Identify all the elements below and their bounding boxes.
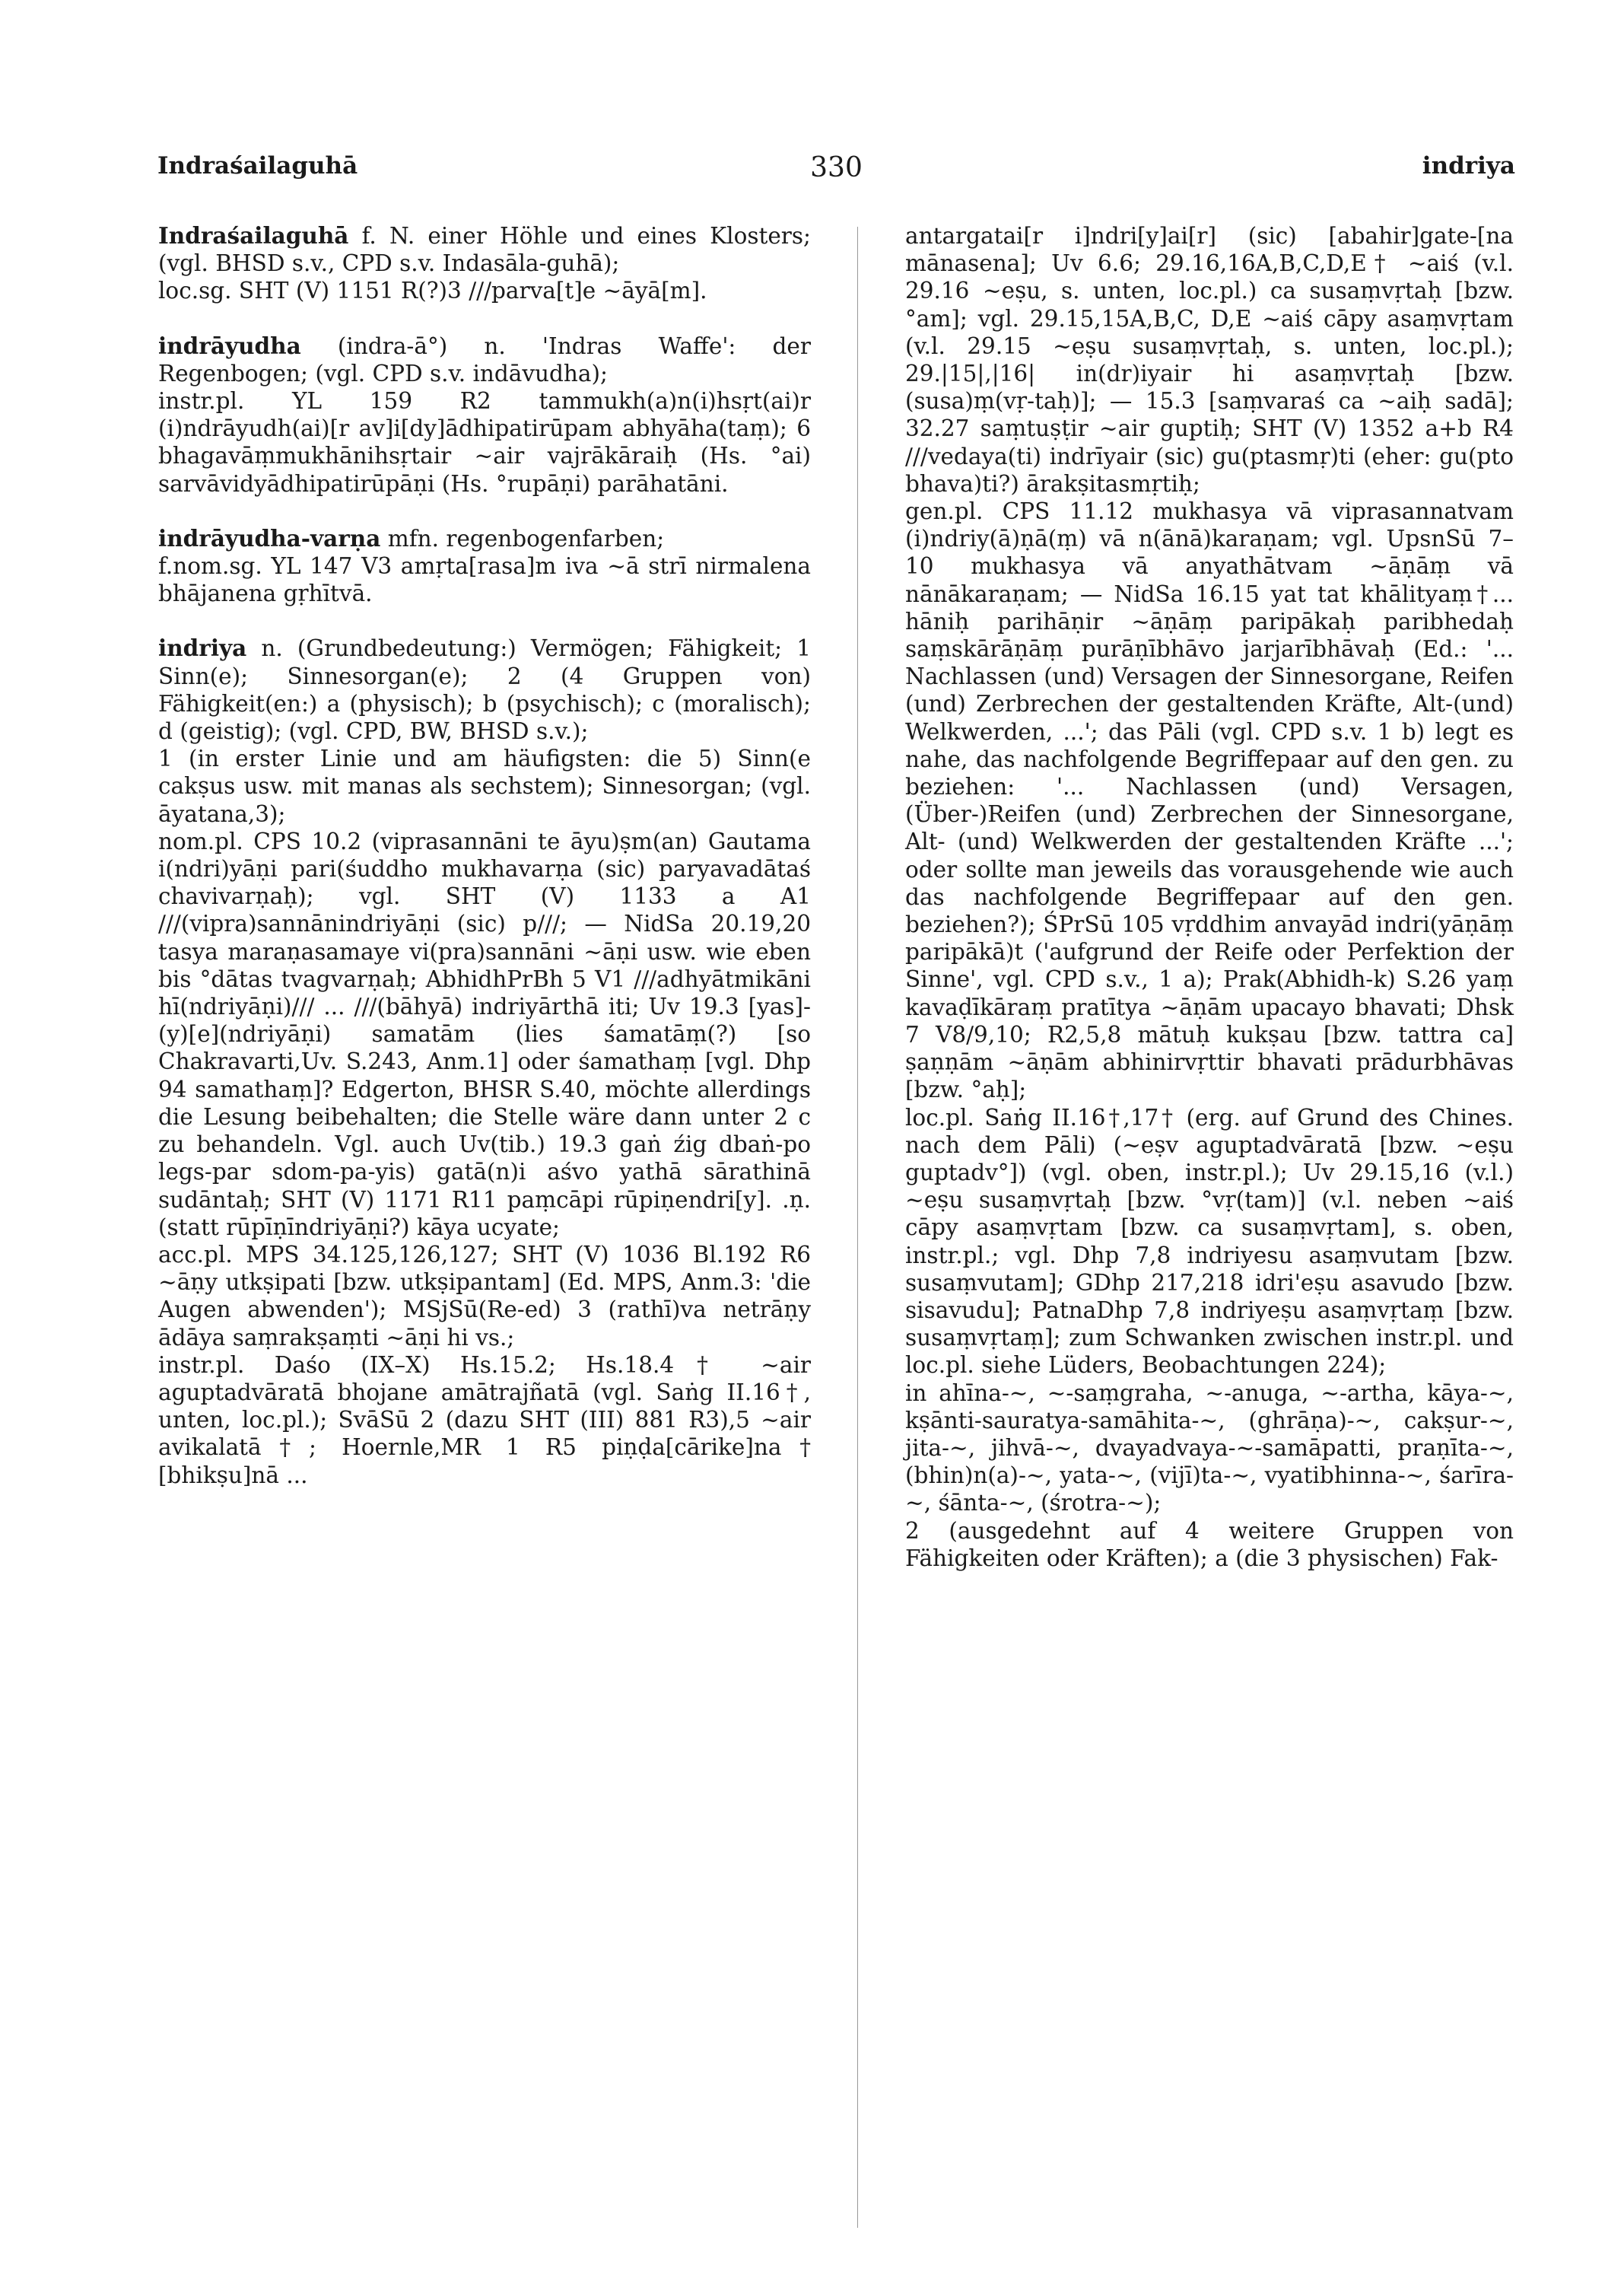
entry-indrasailaguha [158,222,811,305]
entry-body: (indra-ā°) n. 'Indras Waffe': der Regenbogen; (vgl. CPD s.v. indāvudha); instr.pl. YL 159 R2 tammukh(a)n(i)hsṛt(ai)r (i)ndrāyudh(ai)[r av]i[dy]ādhipatirūpam abhyāha(taṃ); 6 bhagavāṃmukhānihsṛtair ~air vajrākāraiḥ (Hs. °ai) sarvāvidyādhipatirūpāṇi (Hs. °rupāṇi) parāhatāni. [158,332,811,497]
left-column [158,222,811,1489]
entry-continuation: antargatai[r i]ndri[y]ai[r] (sic) [abahir]gate-[na mānasena]; Uv 6.6; 29.16,16A,B,C,D,E† ~aiś (v.l. 29.16 ~eṣu, s. unten, loc.pl.) ca susaṃvṛtaḥ [bzw. °am]; vgl. 29.15,15A,B,C, D,E ~aiś cāpy asaṃvṛtam (v.l. 29.15 ~eṣu susaṃvṛtaḥ, s. unten, loc.pl.); 29.|15|,|16| in(dr)iyair hi asaṃvṛtaḥ [bzw. (susa)ṃ(vṛ-taḥ)]; — 15.3 [saṃvaraś ca ~aiḥ sadā]; 32.27 saṃtuṣṭir ~air guptiḥ; SHT (V) 1352 a+b R4 ///vedaya(ti) indrīyair (sic) gu(ptasmṛ)ti (eher: gu(pto bhava)ti?) ārakṣitasmṛtiḥ; gen.pl. CPS 11.12 mukhasya vā viprasannatvam (i)ndriy(ā)ṇā(ṃ) vā n(ānā)karaṇam; vgl. UpsnSū 7–10 mukhasya vā anyathātvam ~āṇāṃ vā nānākaraṇam; — NidSa 16.15 yat tat khālityaṃ†... hāniḥ parihāṇir ~āṇāṃ paripākaḥ paribhedaḥ saṃskārāṇāṃ purāṇībhāvo jarjarībhāvaḥ (Ed.: '... Nachlassen (und) Versagen der Sinnesorgane, Reifen (und) Zerbrechen der gestaltenden Kräfte, Alt-(und) Welkwerden, ...'; das Pāli (vgl. CPD s.v. 1 b) legt es nahe, das nachfolgende Begriffepaar auf den gen. zu beziehen: '... Nachlassen (und) Versagen, (Über-)Reifen (und) Zerbrechen der Sinnesorgane, Alt- (und) Welkwerden der gestaltenden Kräfte ...'; oder sollte man jeweils das vorausgehende wie auch das nachfolgende Begriffepaar auf den gen. beziehen?); ŚPrSū 105 vṛddhim anvayād indri(yāṇāṃ paripākā)t ('aufgrund der Reife oder Perfektion der Sinne', vgl. CPD s.v., 1 a); Prak(Abhidh-k) S.26 yaṃ kavaḍīkāraṃ pratītya ~āṇām upacayo bhavati; Dhsk 7 V8/9,10; R2,5,8 mātuḥ kukṣau [bzw. tattra ca] ṣaṇṇām ~āṇām abhinirvṛttir bhavati prādurbhāvas [bzw. °aḥ]; loc.pl. Saṅg II.16†,17† (erg. auf Grund des Chines. nach dem Pāli) (~eṣv aguptadvāratā [bzw. ~eṣu guptadv°]) (vgl. oben, instr.pl.); Uv 29.15,16 (v.l.) ~eṣu susaṃvṛtaḥ [bzw. °vṛ(tam)] (v.l. neben ~aiś cāpy asaṃvṛtam [bzw. ca susaṃvṛtam], s. oben, instr.pl.; vgl. Dhp 7,8 indriyesu asaṃvutam [bzw. susaṃvutam]; GDhp 217,218 idri'eṣu asavudo [bzw. sisavudu]; PatnaDhp 7,8 indriyeṣu asaṃvṛtaṃ [bzw. susaṃvṛtaṃ]; zum Schwanken zwischen instr.pl. und loc.pl. siehe Lüders, Beobachtungen 224); in ahīna-~, ~-saṃgraha, ~-anuga, ~-artha, kāya-~, kṣānti-sauratya-samāhita-~, (ghrāṇa)-~, cakṣur-~, jita-~, jihvā-~, dvayadvaya-~-samāpatti, praṇīta-~, (bhin)n(a)-~, yata-~, (vijī)ta-~, vyatibhinna-~, śarīra-~, śānta-~, (śrotra-~); 2 (ausgedehnt auf 4 weitere Gruppen von Fähigkeiten oder Kräften); a (die 3 physischen) Fak- [905,223,1514,1571]
page-header [157,152,1515,198]
entry-text [158,635,811,1488]
right-column [905,222,1514,1572]
header-left-guideword: Indraśailaguhā [157,152,358,180]
entry-headword: indrāyudha [158,332,301,359]
entry-indrayudha-varna [158,525,811,608]
page-number: 330 [810,152,863,183]
entry-headword: indrāyudha-varṇa [158,524,381,552]
entry-text [158,332,811,498]
entry-body: n. (Grundbedeutung:) Vermögen; Fähigkeit; 1 Sinn(e); Sinnesorgan(e); 2 (4 Gruppen von) Fähigkeit(en:) a (physisch); b (psychisch); c (moralisch); d (geistig); (vgl. CPD, BW, BHSD s.v.); 1 (in erster Linie und am häufigsten: die 5) Sinn(e cakṣus usw. mit manas als sechstem); Sinnesorgan; (vgl. āyatana,3); nom.pl. CPS 10.2 (viprasannāni te āyu)ṣm(an) Gautama i(ndri)yāṇi pari(śuddho mukhavarṇa (sic) paryavadātaś chavivarṇaḥ); vgl. SHT (V) 1133 a A1 ///(vipra)sannānindriyāṇi (sic) p///; — NidSa 20.19,20 tasya maraṇasamaye vi(pra)sannāni ~āṇi usw. wie eben bis °dātas tvagvarṇaḥ; AbhidhPrBh 5 V1 ///adhyātmikāni hī(ndriyāṇi)/// ... ///(bāhyā) indriyārthā iti; Uv 19.3 [yas]-(y)[e](ndriyāṇi) samatām (lies śamatāṃ(?) [so Chakravarti,Uv. S.243, Anm.1] oder śamathaṃ [vgl. Dhp 94 samathaṃ]? Edgerton, BHSR S.40, möchte allerdings die Lesung beibehalten; die Stelle wäre dann unter 2 c zu behandeln. Vgl. auch Uv(tib.) 19.3 gaṅ źig dbaṅ-po legs-par sdom-pa-yis) gatā(n)i aśvo yathā sārathinā sudāntaḥ; SHT (V) 1171 R11 paṃcāpi rūpiṇendri[y]. .ṇ. (statt rūpīṇīndriyāṇi?) kāya ucyate; acc.pl. MPS 34.125,126,127; SHT (V) 1036 Bl.192 R6 ~āṇy utkṣipati [bzw. utkṣipantam] (Ed. MPS, Anm.3: 'die Augen abwenden'); MSjSū(Re-ed) 3 (rathī)va netrāṇy ādāya saṃrakṣaṃti ~āṇi hi vs.; instr.pl. Daśo (IX–X) Hs.15.2; Hs.18.4† ~air aguptadvāratā bhojane amātrajñatā (vgl. Saṅg II.16†, unten, loc.pl.); SvāSū 2 (dazu SHT (III) 881 R3),5 ~air avikalatā†; Hoernle,MR 1 R5 piṇḍa[cārike]na† [bhikṣu]nā ... [158,635,811,1488]
entry-indrayudha [158,332,811,498]
entry-indriya [158,635,811,1488]
entry-body: mfn. regenbogenfarben; f.nom.sg. YL 147 V3 amṛta[rasa]m iva ~ā strī nirmalena bhājanena gṛhītvā. [158,525,811,607]
entry-text [158,525,811,608]
entry-text [158,222,811,305]
entry-headword: indriya [158,635,247,662]
header-right-guideword: indriya [1422,152,1515,180]
entry-body: f. N. einer Höhle und eines Klosters; (vgl. BHSD s.v., CPD s.v. Indasāla-guhā); loc.sg. SHT (V) 1151 R(?)3 ///parva[t]e ~āyā[m]. [158,223,811,304]
column-divider [857,227,858,2228]
entry-headword: Indraśailaguhā [158,222,349,249]
